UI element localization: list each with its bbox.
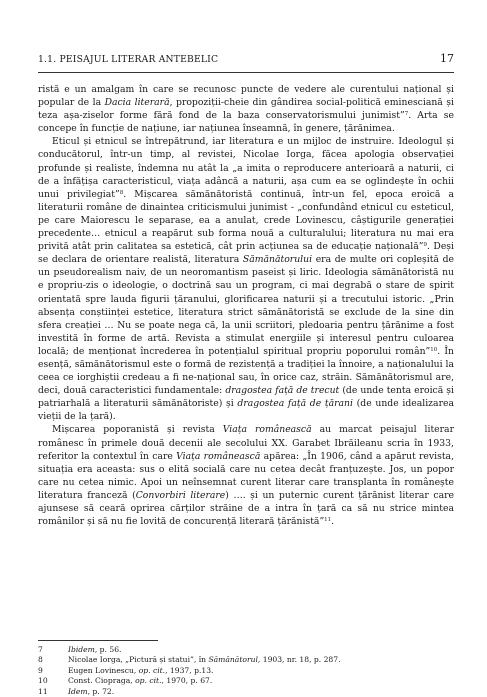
text-run: . Mișcarea sămănătoristă continuă, într-un fel, epoca eroică a literaturii române de dinaintea criticismului junimist - „confundând etnicul cu esteticul, pe care Maiorescu le separase, ea a anulat, crede Lovinescu, câștigurile generației precedente… etnicul a reapărut sub forma nouă a culturalului; literatura nu mai era privită atât prin calitatea sa estetică, cât prin acțiunea sa de educație națională” <box>38 188 454 253</box>
text-run: (de unde idealizarea vieții de la țară). <box>38 398 454 423</box>
footnote-text <box>68 645 121 655</box>
text-run: ristă e un amalgam în care se recunosc puncte de vedere ale curentului național și popular de la <box>38 84 454 109</box>
italic-text: Viața românească <box>222 424 312 436</box>
text-run: (de unde tenta eroică și patriarhală a literaturii sămănătoriste) și <box>38 385 455 410</box>
footnote-text <box>68 655 341 665</box>
text-run: , 1903, nr. 18, p. 287. <box>257 655 341 665</box>
text-run: era de multe ori copleșită de un pseudorealism naiv, de un neoromantism paseist și liric. Ideologia sămănătoristă nu e propriu-zis o ideologie, o doctrină sau un program, ci mai degrabă o stare de spirit orientată spre lauda figurii țăranului, glorificarea naturii și a trecutului istoric. „Prin absența conștiinței estetice, literatura strict sămănătoristă se exclude de la sine din sfera creației … Nu se poate nega că, la unii scriitori, pledoaria pentru țărănime a fost investită în forme de artă. Revista a stimulat energiile și interesul pentru culoarea locală; de menționat încrederea în potențialul spiritual propriu poporului român” <box>38 254 454 357</box>
text-run: . Deși se declara de orientare realistă, literatura <box>38 241 454 266</box>
footnote <box>38 645 454 655</box>
text-run: apărea: „În 1906, când a apărut revista, situația era aceasta: sus o elită socială care nu cetea decât franțuzește. Jos, un popor care nu cetea nimic. Apoi un neînsemnat curent literar care transplanta în românește literatura franceză ( <box>38 450 455 501</box>
footnote <box>38 666 454 676</box>
footnote-ref: 10 <box>430 346 438 353</box>
footnote-ref: 9 <box>423 242 427 249</box>
footnote-ref: 7 <box>404 111 409 118</box>
text-run: Mișcarea poporanistă și revista <box>52 424 223 436</box>
italic-text: Viața românească <box>176 450 261 462</box>
page-number: 17 <box>440 52 454 65</box>
italic-text: Ibidem <box>68 645 95 654</box>
text-run: , propoziții-cheie din gândirea social-politică eminesciană și teza așa-ziselor forme fără fond de la baza conservatorismului junimist” <box>38 97 454 122</box>
text-run: Eticul și etnicul se întrepătrund, iar literatura e un mijloc de instruire. Ideologul și conducătorul, într-un timp, al revistei, Nicolae Iorga, făcea apologia observației profunde și realiste, îndemna nu atât la „a imita o reproducere anterioară a naturii, ci de a înfățișa caracteristicul, viața adâncă a naturii, așa cum ea se oglindește în ochii unui privilegiat” <box>38 136 454 200</box>
italic-text: op. cit. <box>138 665 166 675</box>
footnote-ref: 11 <box>324 517 332 524</box>
paragraph <box>38 135 454 423</box>
footnote <box>38 687 454 697</box>
paragraph <box>38 83 454 135</box>
text-run: . <box>331 516 335 528</box>
italic-text: dragostea față de trecut <box>225 385 340 397</box>
footnote <box>38 676 454 686</box>
footnote-text <box>68 666 213 676</box>
footnote-text <box>68 687 114 697</box>
text-run: au marcat peisajul literar românesc în primele două decenii ale secolului XX. Garabet Ibrăileanu scria în 1933, referitor la contextul în care <box>38 424 454 462</box>
italic-text: Sămănătorul <box>208 655 258 665</box>
text-run: Const. Ciopraga, <box>68 676 136 686</box>
footnotes <box>38 645 454 697</box>
footnote-number: 10 <box>38 676 48 686</box>
italic-text: Sămănătorului <box>242 254 313 266</box>
footnote-number: 9 <box>38 665 43 675</box>
text-run: ) …. și un puternic curent țărănist literar care ajunsese să ceară oprirea cărților străine de a intra în țară ca să nu strice mintea românilor și să nu fie lovită de concurență literară țărănistă” <box>38 489 454 528</box>
text-run: Eugen Lovinescu, <box>68 665 139 675</box>
text-run: , 1970, p. 67. <box>161 676 213 686</box>
footnote <box>38 655 454 665</box>
italic-text: Dacia literară <box>104 97 170 109</box>
text-run: Nicolae Iorga, „Pictură și statui”, în <box>68 655 209 665</box>
footnote-number: 8 <box>38 655 43 665</box>
paragraph <box>38 423 454 528</box>
footnote-number: 11 <box>38 686 48 696</box>
footnote-ref: 8 <box>119 189 124 196</box>
text-run: . Arta se concepe în funcție de națiune, iar națiunea înseamnă, în genere, țărănimea. <box>38 110 454 135</box>
running-header <box>38 52 454 70</box>
italic-text: dragostea față de țărani <box>237 398 353 410</box>
italic-text: Convorbiri literare <box>135 489 226 501</box>
text-run: , p. 72. <box>87 686 115 696</box>
text-run: , p. 56. <box>94 645 122 654</box>
header-rule <box>38 72 454 73</box>
text-run: . În esență, sămănătorismul este o formă de rezistență a tradiției la înnoire, a naționalului la ceea ce iorghiștii credeau a fi ne-național sau, în orice caz, străin. Sămănătorismul are, deci, două caracteristici fundamentale: <box>38 345 454 397</box>
italic-text: Idem <box>68 686 88 696</box>
text-run: , 1937, p.13. <box>165 665 214 675</box>
chapter-title: 1.1. PEISAJUL LITERAR ANTEBELIC <box>38 54 219 65</box>
footnote-number: 7 <box>38 645 43 654</box>
footnote-separator <box>38 640 158 641</box>
italic-text: op. cit. <box>135 676 162 686</box>
footnote-text <box>68 676 212 686</box>
body-text <box>38 83 454 528</box>
